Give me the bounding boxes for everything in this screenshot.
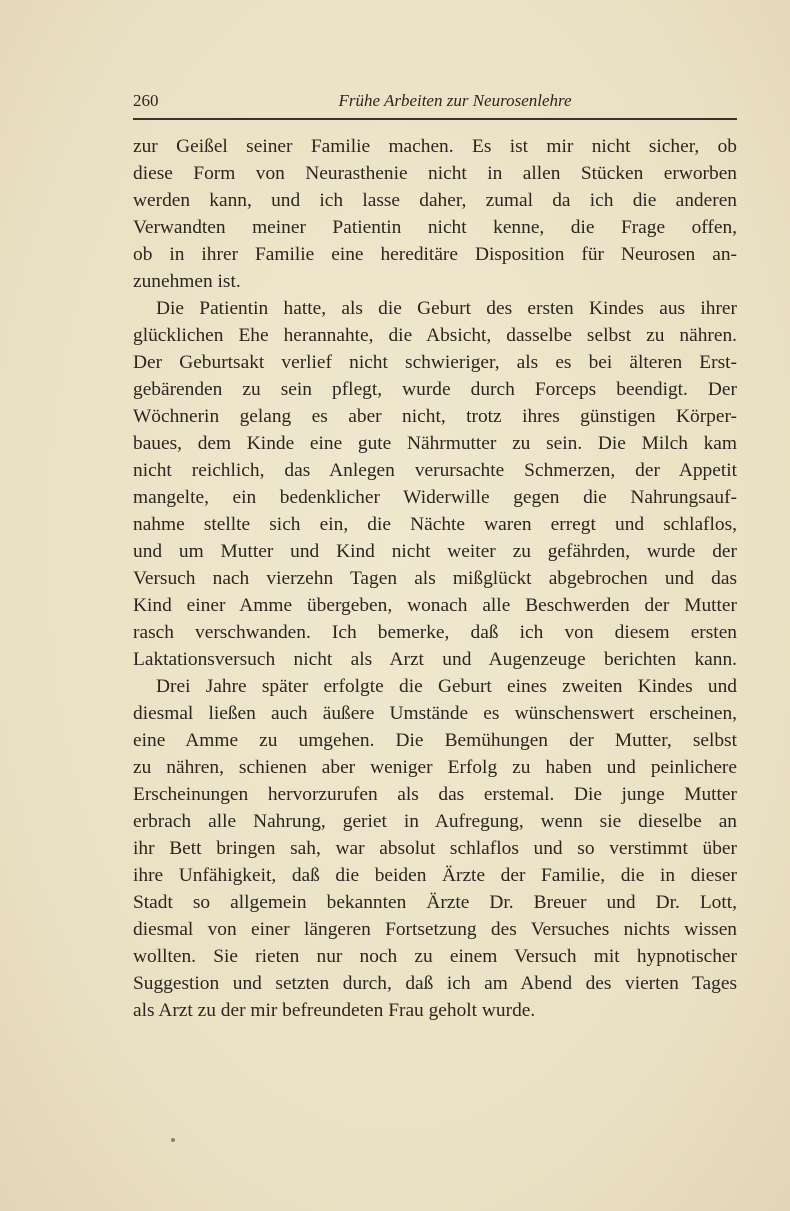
text-line: Versuch nach vierzehn Tagen als mißglückt abgebrochen und das bbox=[133, 568, 737, 589]
header-rule bbox=[133, 118, 737, 120]
page-number: 260 bbox=[133, 91, 159, 110]
text-line: eine Amme zu umgehen. Die Bemühungen der Mutter, selbst bbox=[133, 730, 737, 751]
text-line: Der Geburtsakt verlief nicht schwieriger, als es bei älteren Erst- bbox=[133, 352, 737, 373]
text-line: baues, dem Kinde eine gute Nährmutter zu sein. Die Milch kam bbox=[133, 433, 737, 454]
text-line: ob in ihrer Familie eine hereditäre Disposition für Neurosen an- bbox=[133, 244, 737, 265]
text-line: und um Mutter und Kind nicht weiter zu gefährden, wurde der bbox=[133, 541, 737, 562]
text-line: nahme stellte sich ein, die Nächte waren erregt und schlaflos, bbox=[133, 514, 737, 535]
text-line: wollten. Sie rieten nur noch zu einem Versuch mit hypnotischer bbox=[133, 946, 737, 967]
text-line: Laktationsversuch nicht als Arzt und Augenzeuge berichten kann. bbox=[133, 649, 737, 670]
text-line: Suggestion und setzten durch, daß ich am Abend des vierten Tages bbox=[133, 973, 737, 994]
text-line: zu nähren, schienen aber weniger Erfolg zu haben und peinlichere bbox=[133, 757, 737, 778]
paragraph bbox=[133, 133, 737, 295]
text-line: werden kann, und ich lasse daher, zumal da ich die anderen bbox=[133, 190, 737, 211]
text-line: Kind einer Amme übergeben, wonach alle Beschwerden der Mutter bbox=[133, 595, 737, 616]
page-header bbox=[133, 91, 737, 117]
text-line: Stadt so allgemein bekannten Ärzte Dr. Breuer und Dr. Lott, bbox=[133, 892, 737, 913]
text-line: als Arzt zu der mir befreundeten Frau geholt wurde. bbox=[133, 1000, 536, 1021]
text-line: ihre Unfähigkeit, daß die beiden Ärzte der Familie, die in dieser bbox=[133, 865, 737, 886]
text-line: erbrach alle Nahrung, geriet in Aufregung, wenn sie dieselbe an bbox=[133, 811, 737, 832]
paragraph bbox=[133, 295, 737, 673]
paragraph bbox=[133, 673, 737, 1024]
body-text bbox=[133, 133, 737, 1024]
text-line: rasch verschwanden. Ich bemerke, daß ich von diesem ersten bbox=[133, 622, 737, 643]
text-line: nicht reichlich, das Anlegen verursachte Schmerzen, der Appetit bbox=[133, 460, 737, 481]
text-line: Die Patientin hatte, als die Geburt des ersten Kindes aus ihrer bbox=[156, 298, 737, 319]
text-line: Erscheinungen hervorzurufen als das erstemal. Die junge Mutter bbox=[133, 784, 737, 805]
text-line: diesmal ließen auch äußere Umstände es wünschenswert erscheinen, bbox=[133, 703, 737, 724]
text-line: gebärenden zu sein pflegt, wurde durch Forceps beendigt. Der bbox=[133, 379, 737, 400]
text-line: diesmal von einer längeren Fortsetzung des Versuches nichts wissen bbox=[133, 919, 737, 940]
text-line: glücklichen Ehe herannahte, die Absicht, dasselbe selbst zu nähren. bbox=[133, 325, 737, 346]
text-line: ihr Bett bringen sah, war absolut schlaflos und so verstimmt über bbox=[133, 838, 737, 859]
text-line: diese Form von Neurasthenie nicht in allen Stücken erworben bbox=[133, 163, 737, 184]
text-line: mangelte, ein bedenklicher Widerwille gegen die Nahrungsauf- bbox=[133, 487, 737, 508]
text-line: Wöchnerin gelang es aber nicht, trotz ihres günstigen Körper- bbox=[133, 406, 737, 427]
text-line: zunehmen ist. bbox=[133, 271, 241, 292]
text-line: Drei Jahre später erfolgte die Geburt eines zweiten Kindes und bbox=[156, 676, 737, 697]
ink-speck bbox=[171, 1138, 175, 1142]
running-title: Frühe Arbeiten zur Neurosenlehre bbox=[338, 91, 572, 110]
text-line: zur Geißel seiner Familie machen. Es ist mir nicht sicher, ob bbox=[133, 136, 737, 157]
text-line: Verwandten meiner Patientin nicht kenne, die Frage offen, bbox=[133, 217, 737, 238]
